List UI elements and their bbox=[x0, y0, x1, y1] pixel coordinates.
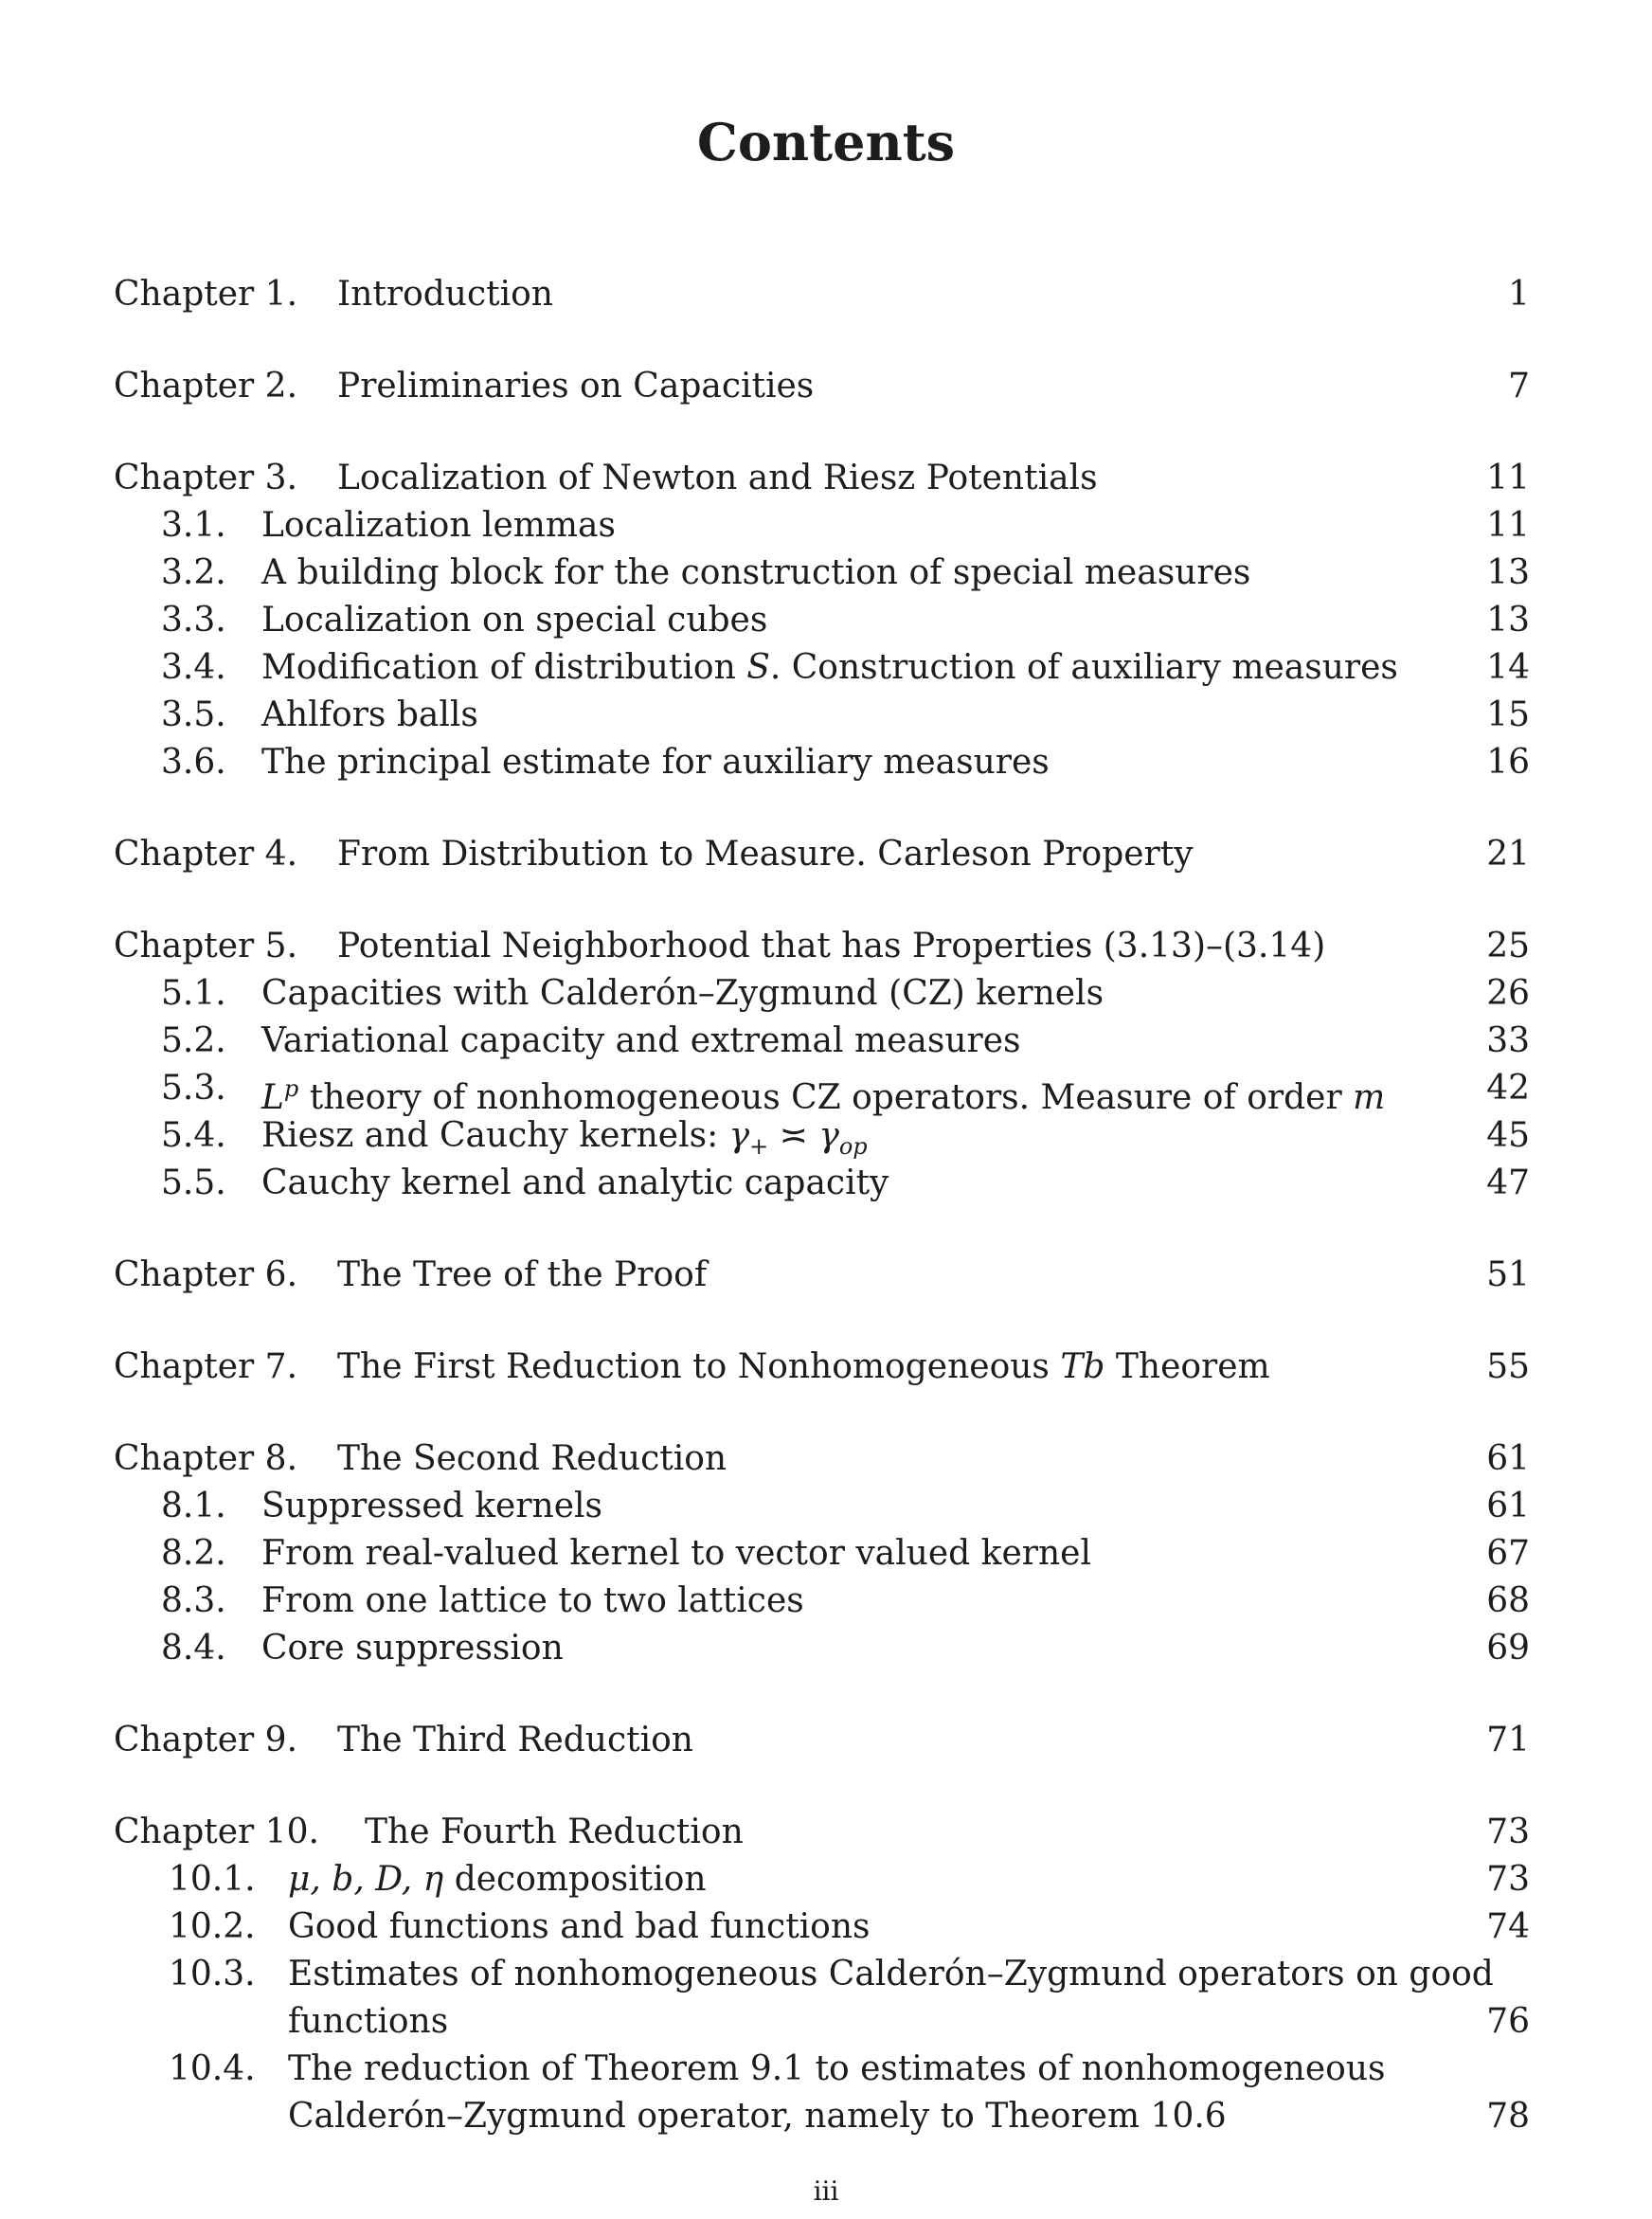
page-number: 74 bbox=[1486, 1907, 1530, 1946]
section-entry bbox=[161, 1530, 1535, 1578]
page-number: 51 bbox=[1486, 1255, 1530, 1294]
section-number: 8.1. bbox=[161, 1487, 226, 1525]
section-number: 8.3. bbox=[161, 1581, 226, 1620]
page-number: 25 bbox=[1486, 927, 1530, 965]
section-entry bbox=[161, 1625, 1535, 1672]
section-title: From real-valued kernel to vector valued kernel bbox=[261, 1534, 1091, 1573]
section-number: 5.2. bbox=[161, 1021, 226, 1060]
chapter-title: The Third Reduction bbox=[337, 1721, 693, 1759]
section-entry bbox=[161, 502, 1535, 550]
chapter-title: The First Reduction to Nonhomogeneous Tb Theorem bbox=[337, 1347, 1270, 1386]
chapter-entry bbox=[114, 923, 1535, 970]
chapter-entry bbox=[114, 1344, 1535, 1391]
section-title: Localization on special cubes bbox=[261, 601, 768, 640]
page-number: 76 bbox=[1486, 2002, 1530, 2041]
page-number: 67 bbox=[1486, 1534, 1530, 1573]
section-entry bbox=[161, 1065, 1535, 1117]
page-number: 14 bbox=[1486, 648, 1530, 687]
chapter-label: Chapter 8. bbox=[114, 1439, 298, 1478]
page-number: 13 bbox=[1486, 553, 1530, 592]
page-number: 61 bbox=[1486, 1439, 1530, 1478]
chapter-label: Chapter 7. bbox=[114, 1347, 298, 1386]
page-number: 71 bbox=[1486, 1721, 1530, 1759]
page-number: 47 bbox=[1486, 1164, 1530, 1202]
page-folio: iii bbox=[813, 2175, 839, 2207]
section-entry bbox=[161, 597, 1535, 644]
section-entry bbox=[161, 739, 1535, 786]
page-number: 15 bbox=[1486, 695, 1530, 734]
section-title: Ahlfors balls bbox=[261, 695, 478, 734]
page-number: 33 bbox=[1486, 1021, 1530, 1060]
chapter-entry bbox=[114, 1809, 1535, 1856]
section-entry bbox=[161, 1483, 1535, 1530]
section-title: Cauchy kernel and analytic capacity bbox=[261, 1164, 889, 1202]
section-number: 3.2. bbox=[161, 553, 226, 592]
chapter-title: Preliminaries on Capacities bbox=[337, 367, 815, 406]
section-entry bbox=[169, 2046, 1542, 2093]
section-title: From one lattice to two lattices bbox=[261, 1581, 804, 1620]
page-number: 73 bbox=[1486, 1860, 1530, 1899]
chapter-entry bbox=[114, 1717, 1535, 1764]
section-title: Riesz and Cauchy kernels: $\gamma_+$ ≍ $\gamma_{op}$ bbox=[261, 1116, 868, 1161]
page-number: 78 bbox=[1486, 2097, 1530, 2136]
section-entry bbox=[161, 1160, 1535, 1207]
page-number: 73 bbox=[1486, 1813, 1530, 1851]
section-entry bbox=[161, 1112, 1535, 1160]
section-entry bbox=[161, 550, 1535, 597]
chapter-entry bbox=[114, 455, 1535, 502]
chapter-title: The Fourth Reduction bbox=[365, 1813, 744, 1851]
chapter-title: The Second Reduction bbox=[337, 1439, 727, 1478]
section-title: Core suppression bbox=[261, 1629, 564, 1668]
page-number: 26 bbox=[1486, 974, 1530, 1013]
section-title: Suppressed kernels bbox=[261, 1487, 602, 1525]
section-number: 5.5. bbox=[161, 1164, 226, 1202]
page-number: 11 bbox=[1486, 506, 1530, 545]
page-number: 45 bbox=[1486, 1116, 1530, 1155]
section-title-continued: Calderón–Zygmund operator, namely to Theorem 10.6 bbox=[288, 2097, 1227, 2136]
chapter-label: Chapter 3. bbox=[114, 459, 298, 497]
section-title: $L^p$ theory of nonhomogeneous CZ operators. Measure of order m bbox=[261, 1075, 1386, 1117]
section-entry bbox=[169, 1951, 1542, 1998]
section-entry bbox=[161, 644, 1535, 692]
section-number: 10.3. bbox=[169, 1955, 256, 1993]
page-number: 1 bbox=[1508, 275, 1530, 314]
section-entry bbox=[161, 1018, 1535, 1065]
chapter-title: Potential Neighborhood that has Properties (3.13)–(3.14) bbox=[337, 927, 1326, 965]
section-title-continued: functions bbox=[288, 2002, 449, 2041]
chapter-label: Chapter 1. bbox=[114, 275, 298, 314]
section-number: 10.4. bbox=[169, 2049, 256, 2088]
page-number: 55 bbox=[1486, 1347, 1530, 1386]
page-number: 69 bbox=[1486, 1629, 1530, 1668]
chapter-label: Chapter 9. bbox=[114, 1721, 298, 1759]
page-number: 42 bbox=[1486, 1069, 1530, 1108]
chapter-entry bbox=[114, 831, 1535, 878]
section-title: A building block for the construction of special measures bbox=[261, 553, 1251, 592]
chapter-entry bbox=[114, 271, 1535, 318]
page-number: 7 bbox=[1508, 367, 1530, 406]
chapter-entry bbox=[114, 363, 1535, 410]
page-number: 11 bbox=[1486, 459, 1530, 497]
section-number: 3.4. bbox=[161, 648, 226, 687]
section-number: 5.3. bbox=[161, 1069, 226, 1108]
section-entry bbox=[161, 692, 1535, 739]
section-entry bbox=[169, 1856, 1542, 1903]
chapter-label: Chapter 4. bbox=[114, 835, 298, 874]
section-entry-continued bbox=[169, 1998, 1542, 2046]
section-number: 3.3. bbox=[161, 601, 226, 640]
page-number: 68 bbox=[1486, 1581, 1530, 1620]
section-number: 10.1. bbox=[169, 1860, 256, 1899]
page-number: 61 bbox=[1486, 1487, 1530, 1525]
page-number: 21 bbox=[1486, 835, 1530, 874]
chapter-title: Introduction bbox=[337, 275, 553, 314]
section-title: Modification of distribution S. Construction of auxiliary measures bbox=[261, 648, 1398, 687]
section-entry bbox=[169, 1903, 1542, 1951]
section-number: 8.4. bbox=[161, 1629, 226, 1668]
chapter-label: Chapter 2. bbox=[114, 367, 298, 406]
section-number: 3.6. bbox=[161, 743, 226, 782]
section-number: 3.1. bbox=[161, 506, 226, 545]
page-number: 13 bbox=[1486, 601, 1530, 640]
page-number: 16 bbox=[1486, 743, 1530, 782]
chapter-label: Chapter 10. bbox=[114, 1813, 319, 1851]
section-entry-continued bbox=[169, 2093, 1542, 2140]
section-number: 8.2. bbox=[161, 1534, 226, 1573]
section-title: Estimates of nonhomogeneous Calderón–Zygmund operators on good bbox=[288, 1955, 1494, 1993]
section-number: 5.1. bbox=[161, 974, 226, 1013]
section-title: μ, b, D, η decomposition bbox=[288, 1860, 707, 1899]
section-title: The reduction of Theorem 9.1 to estimates of nonhomogeneous bbox=[288, 2049, 1386, 2088]
section-number: 5.4. bbox=[161, 1116, 226, 1155]
section-title: Capacities with Calderón–Zygmund (CZ) kernels bbox=[261, 974, 1104, 1013]
section-title: The principal estimate for auxiliary measures bbox=[261, 743, 1050, 782]
section-entry bbox=[161, 970, 1535, 1018]
chapter-title: The Tree of the Proof bbox=[337, 1255, 708, 1294]
section-number: 10.2. bbox=[169, 1907, 256, 1946]
chapter-label: Chapter 5. bbox=[114, 927, 298, 965]
section-title: Variational capacity and extremal measures bbox=[261, 1021, 1021, 1060]
section-title: Localization lemmas bbox=[261, 506, 616, 545]
chapter-entry bbox=[114, 1252, 1535, 1299]
chapter-title: Localization of Newton and Riesz Potentials bbox=[337, 459, 1098, 497]
chapter-entry bbox=[114, 1435, 1535, 1483]
section-entry bbox=[161, 1578, 1535, 1625]
chapter-title: From Distribution to Measure. Carleson Property bbox=[337, 835, 1194, 874]
page-title: Contents bbox=[696, 112, 956, 172]
chapter-label: Chapter 6. bbox=[114, 1255, 298, 1294]
section-title: Good functions and bad functions bbox=[288, 1907, 871, 1946]
section-number: 3.5. bbox=[161, 695, 226, 734]
